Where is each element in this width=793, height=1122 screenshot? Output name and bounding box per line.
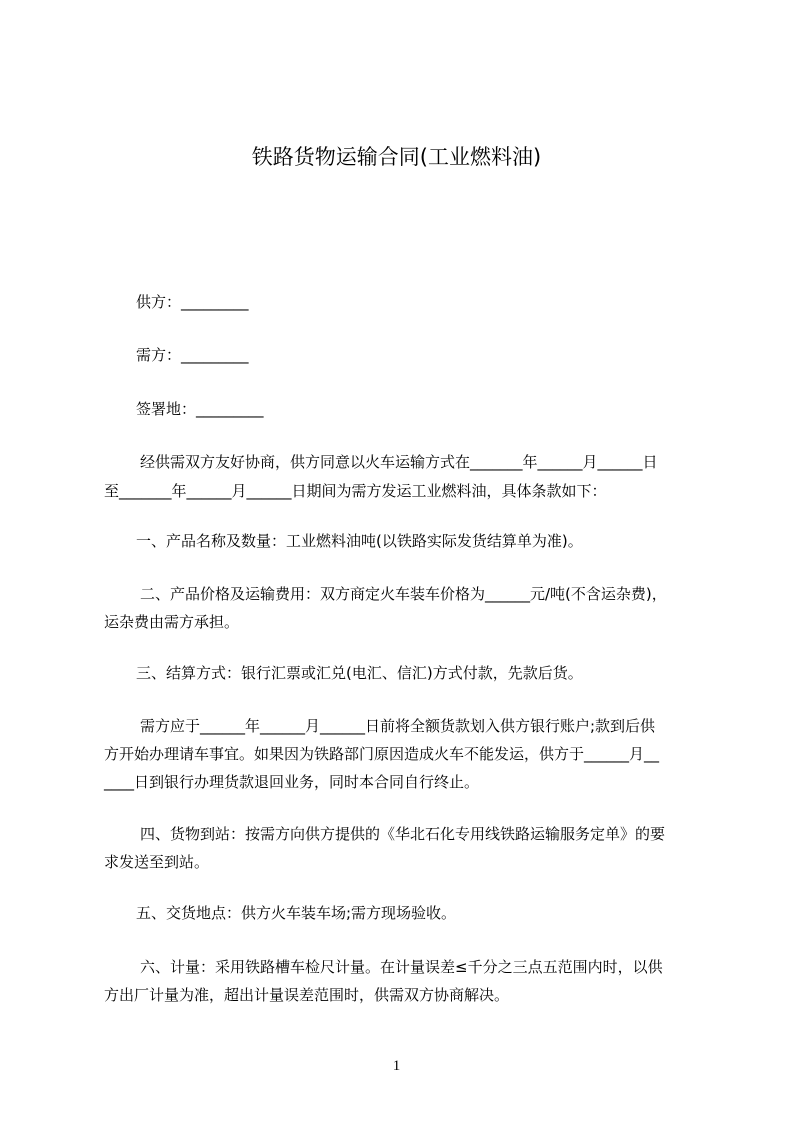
- payment-line-2: 方开始办理请车事宜。如果因为铁路部门原因造成火车不能发运，供方于______月__: [104, 745, 660, 763]
- clause-4-line-2: 求发送至到站。: [104, 853, 210, 871]
- intro-line-2: 至_______年______月______日期间为需方发运工业燃料油，具体条款如下：: [104, 482, 607, 500]
- clause-2-line-2: 运杂费由需方承担。: [104, 613, 240, 631]
- payment-line-1: 需方应于______年______月______日前将全额货款划入供方银行账户;款到后供: [140, 717, 656, 735]
- signing-place-field: 签署地：_________: [136, 400, 264, 418]
- clause-6-line-2: 方出厂计量为准，超出计量误差范围时，供需双方协商解决。: [104, 986, 510, 1004]
- payment-line-3: ____日到银行办理货款退回业务，同时本合同自行终止。: [104, 773, 480, 791]
- intro-line-1: 经供需双方友好协商，供方同意以火车运输方式在_______年______月______日: [140, 453, 658, 471]
- clause-3-line-1: 三、结算方式：银行汇票或汇兑(电汇、信汇)方式付款，先款后货。: [136, 664, 583, 682]
- buyer-field: 需方：_________: [136, 346, 249, 364]
- document-title: 铁路货物运输合同(工业燃料油): [251, 145, 542, 169]
- clause-4-line-1: 四、货物到站：按需方向供方提供的《华北石化专用线铁路运输服务定单》的要: [140, 825, 666, 843]
- clause-5-line-1: 五、交货地点：供方火车装车场;需方现场验收。: [136, 904, 457, 922]
- supplier-field: 供方：_________: [136, 293, 249, 311]
- page-number: 1: [392, 1058, 401, 1074]
- clause-6-line-1: 六、计量：采用铁路槽车检尺计量。在计量误差≤千分之三点五范围内时，以供: [140, 958, 663, 976]
- clause-1-line-1: 一、产品名称及数量：工业燃料油吨(以铁路实际发货结算单为准)。: [136, 532, 583, 550]
- clause-2-line-1: 二、产品价格及运输费用：双方商定火车装车价格为______元/吨(不含运杂费)，: [140, 585, 667, 603]
